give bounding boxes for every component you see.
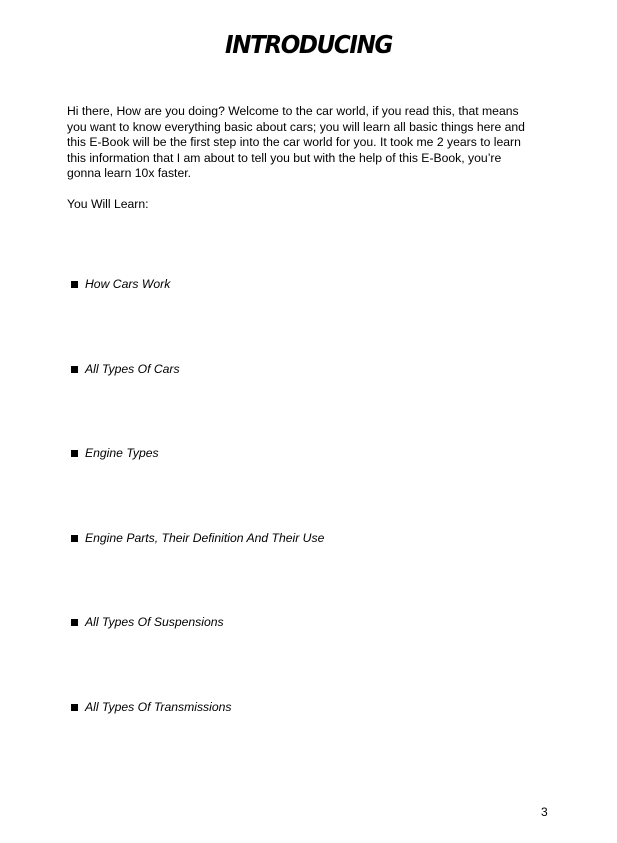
intro-paragraph: Hi there, How are you doing? Welcome to the car world, if you read this, that means you want to know everything basic about cars; you will learn all basic things here and this E-Book will be the first step into the car world for you. It took me 2 years to learn this information that I am about to tell you but with the help of this E-Book, you’re gonna learn 10x faster. xyxy=(67,104,525,180)
page-title: INTRODUCING xyxy=(225,30,392,59)
list-item xyxy=(71,530,324,615)
topic-label: All Types Of Suspensions xyxy=(85,615,224,630)
learn-list-heading: You Will Learn: xyxy=(67,197,149,211)
topic-label: How Cars Work xyxy=(85,277,171,291)
square-bullet-icon xyxy=(71,366,78,373)
page-number: 3 xyxy=(541,805,548,819)
list-item xyxy=(71,614,324,699)
square-bullet-icon xyxy=(71,704,78,711)
square-bullet-icon xyxy=(71,281,78,288)
topic-label: All Types Of Transmissions xyxy=(85,699,232,714)
list-item xyxy=(71,361,324,446)
square-bullet-icon xyxy=(71,535,78,542)
list-item xyxy=(71,445,324,530)
topic-label: Engine Parts, Their Definition And Their Use xyxy=(85,530,325,545)
list-item xyxy=(71,699,324,784)
square-bullet-icon xyxy=(71,619,78,626)
square-bullet-icon xyxy=(71,450,78,457)
list-item xyxy=(71,276,324,361)
topic-label: All Types Of Cars xyxy=(85,361,180,376)
topics-list xyxy=(71,276,324,784)
topic-label: Engine Types xyxy=(85,446,159,461)
